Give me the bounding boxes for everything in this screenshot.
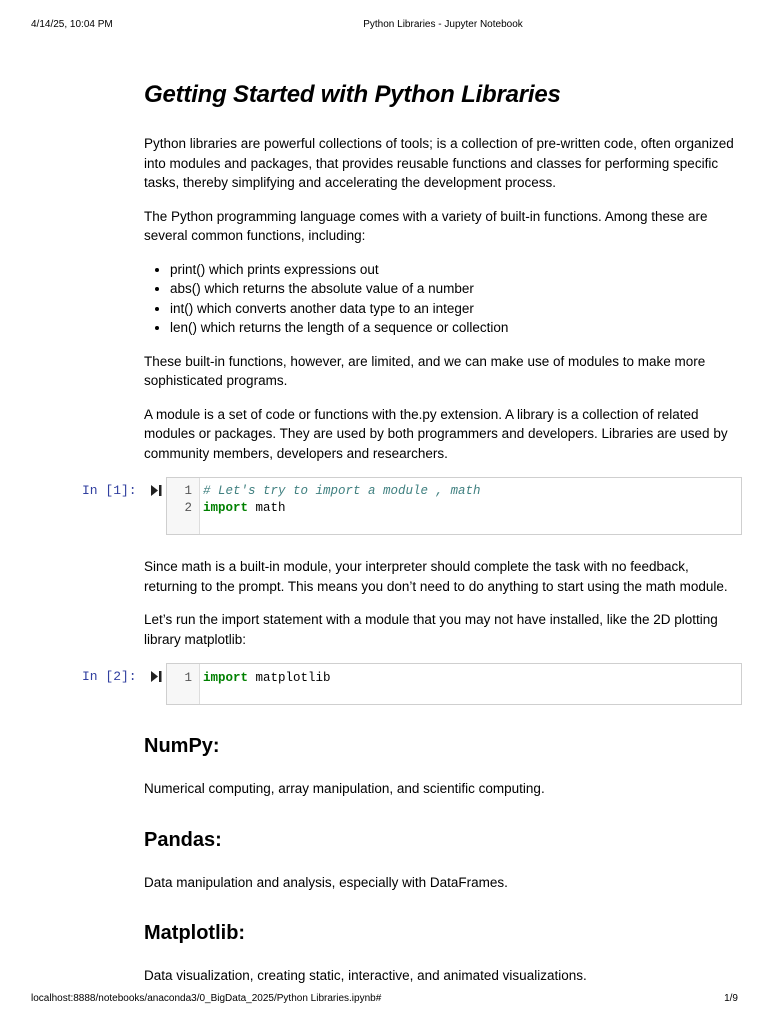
section-text-numpy: Numerical computing, array manipulation, and scientific computing. <box>144 781 545 796</box>
math-paragraph: Since math is a built-in module, your interpreter should complete the task with no feedback, returning to the prompt. This means you don’t need to do anything to start using the math module. <box>144 559 728 594</box>
section-text-pandas: Data manipulation and analysis, especially with DataFrames. <box>144 874 508 890</box>
cell-prompt: In [1]: <box>82 483 137 498</box>
section-heading-matplotlib: Matplotlib: <box>144 922 246 944</box>
code-line <box>167 500 741 517</box>
code-text: matplotlib <box>248 671 331 685</box>
section-heading-numpy: NumPy: <box>144 735 220 757</box>
page-number: 1/9 <box>724 993 738 1004</box>
run-cell-icon[interactable] <box>151 484 162 497</box>
notebook-title: Getting Started with Python Libraries <box>144 81 561 108</box>
run-cell-icon[interactable] <box>151 670 162 683</box>
intro-paragraph-1: Python libraries are powerful collections of tools; is a collection of pre-written code, often organized into modules and packages, that provides reusable functions and classes for performing specific tasks, thereby simplifying and accelerating the development process. <box>144 136 734 190</box>
code-cell-2[interactable] <box>82 663 734 705</box>
code-line <box>167 670 741 687</box>
list-item: • len() which returns the length of a sequence or collection <box>170 318 734 338</box>
modules-paragraph: These built-in functions, however, are limited, and we can make use of modules to make more sophisticated programs. <box>144 353 706 388</box>
line-number: 1 <box>184 484 192 498</box>
matplotlib-paragraph: Let’s run the import statement with a module that you may not have installed, like the 2D plotting library matplotlib: <box>144 612 718 647</box>
code-cell-1[interactable] <box>82 477 734 535</box>
code-editor[interactable] <box>166 477 742 535</box>
code-keyword: import <box>203 501 249 515</box>
list-item: • abs() which returns the absolute value of a number <box>170 279 734 299</box>
intro-paragraph-2: The Python programming language comes with a variety of built-in functions. Among these are several common functions, including: <box>144 208 708 243</box>
print-header <box>0 19 768 33</box>
print-title: Python Libraries - Jupyter Notebook <box>363 19 523 30</box>
code-editor[interactable] <box>166 663 742 705</box>
code-comment: # Let's try to import a module , math <box>203 484 481 498</box>
builtin-functions-list <box>144 260 734 338</box>
list-item: • int() which converts another data type to an integer <box>170 299 734 319</box>
code-line <box>167 483 741 500</box>
line-number: 2 <box>184 501 192 515</box>
section-heading-pandas: Pandas: <box>144 828 222 851</box>
cell-prompt: In [2]: <box>82 669 137 684</box>
section-text-matplotlib: Data visualization, creating static, interactive, and animated visualizations. <box>144 968 587 983</box>
print-datetime: 4/14/25, 10:04 PM <box>31 19 113 30</box>
list-item: • print() which prints expressions out <box>170 260 734 280</box>
code-text: math <box>248 501 286 515</box>
line-number: 1 <box>184 671 192 685</box>
code-keyword: import <box>203 671 249 685</box>
print-url: localhost:8888/notebooks/anaconda3/0_BigData_2025/Python Libraries.ipynb# <box>31 993 382 1004</box>
library-paragraph: A module is a set of code or functions with the.py extension. A library is a collection of related modules or packages. They are used by both programmers and developers. Libraries are used by community members, developers and researchers. <box>144 406 728 461</box>
